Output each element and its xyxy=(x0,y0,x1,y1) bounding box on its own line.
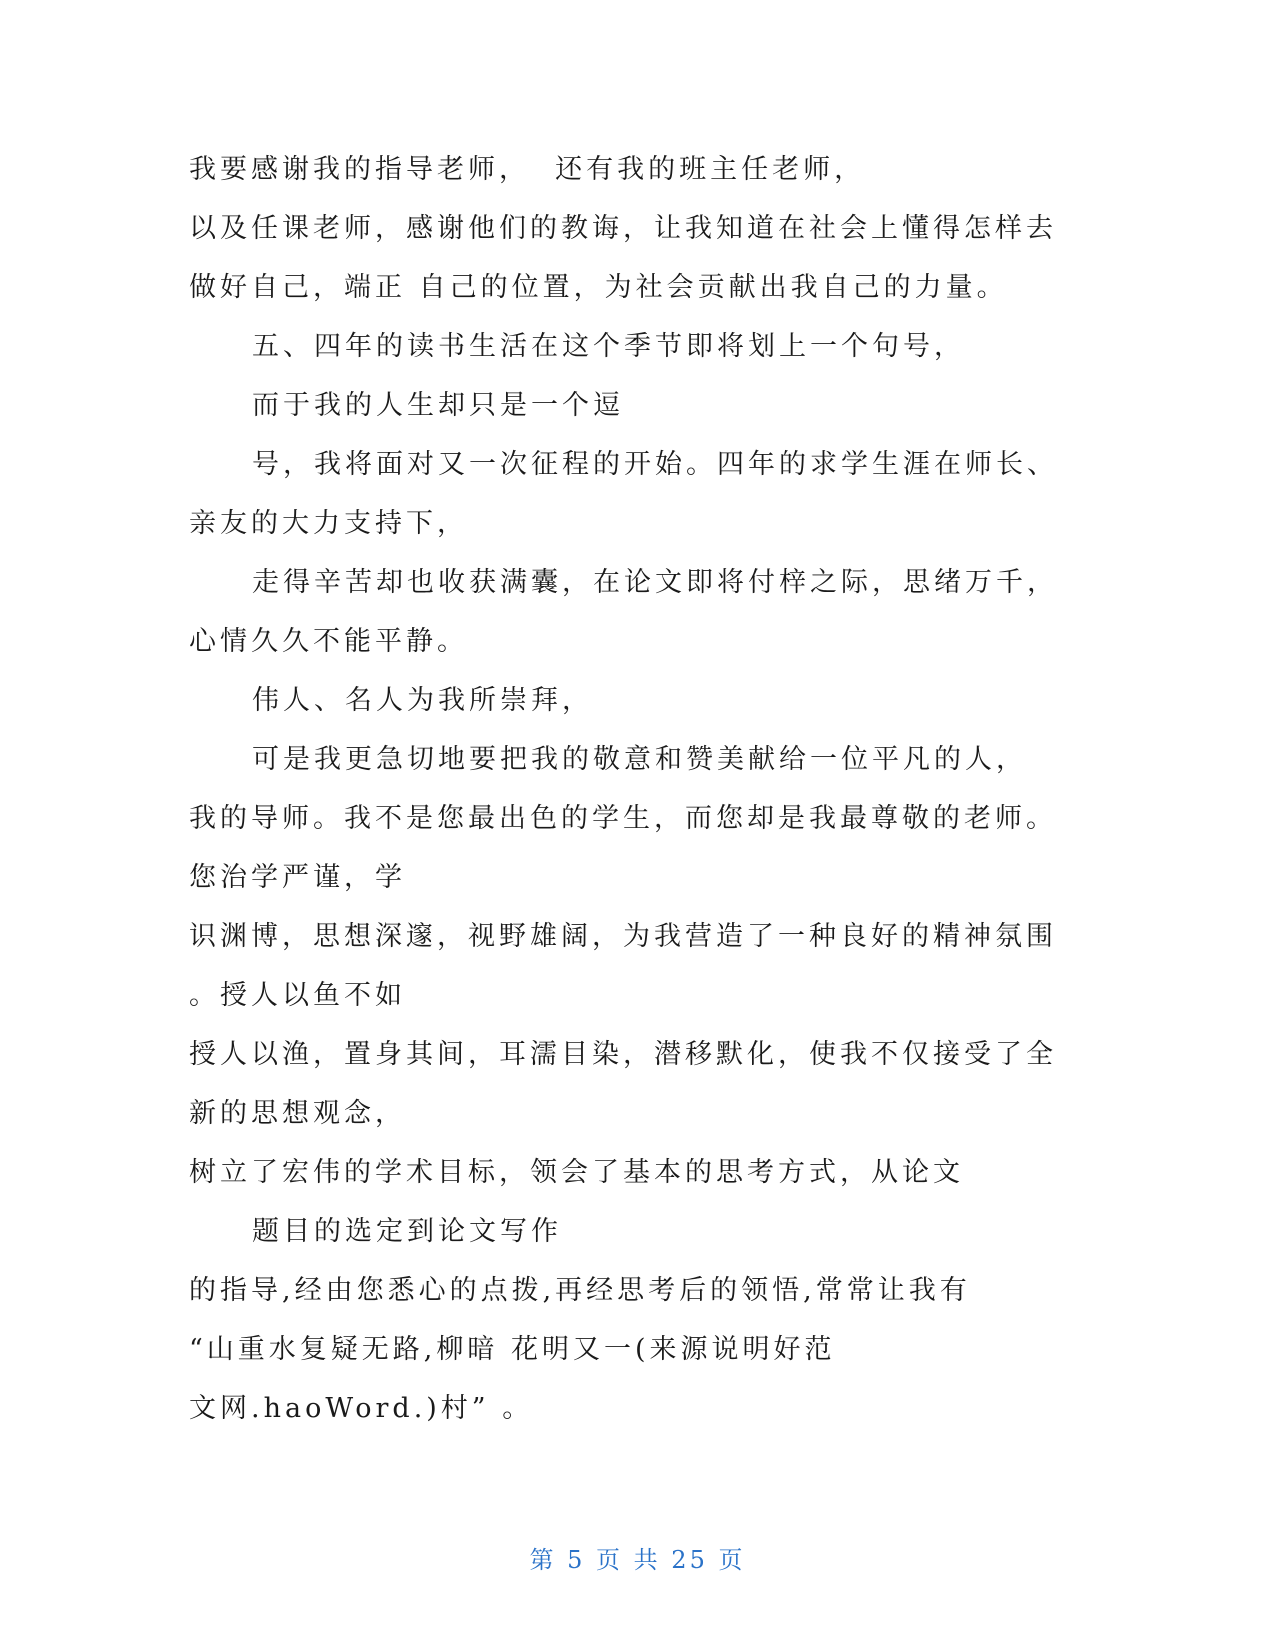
text-line: 题目的选定到论文写作 xyxy=(252,1216,562,1247)
text-line: “山重水复疑无路,柳暗 花明又一(来源说明好范 xyxy=(189,1334,836,1365)
text-line: 我要感谢我的指导老师， 还有我的班主任老师， xyxy=(189,154,866,185)
text-line: 号，我将面对又一次征程的开始。四年的求学生涯在师长、 xyxy=(252,449,1058,480)
text-line: 您治学严谨，学 xyxy=(189,862,406,893)
text-line: 新的思想观念， xyxy=(189,1098,406,1129)
text-line: 的指导,经由您悉心的点拨,再经思考后的领悟,常常让我有 xyxy=(189,1275,971,1306)
text-line: 。授人以鱼不如 xyxy=(189,980,406,1011)
text-line: 亲友的大力支持下， xyxy=(189,508,468,539)
text-line: 识渊博，思想深邃，视野雄阔，为我营造了一种良好的精神氛围 xyxy=(189,921,1057,952)
page-footer xyxy=(0,1540,1275,1575)
text-line: 树立了宏伟的学术目标，领会了基本的思考方式，从论文 xyxy=(189,1157,964,1188)
text-line: 以及任课老师，感谢他们的教诲，让我知道在社会上懂得怎样去 xyxy=(189,213,1057,244)
text-line: 走得辛苦却也收获满囊，在论文即将付梓之际，思绪万千， xyxy=(252,567,1058,598)
text-line: 做好自己，端正 自己的位置，为社会贡献出我自己的力量。 xyxy=(189,272,1008,303)
text-line: 授人以渔，置身其间，耳濡目染，潜移默化，使我不仅接受了全 xyxy=(189,1039,1057,1070)
text-line: 而于我的人生却只是一个逗 xyxy=(252,390,624,421)
text-line: 文网.haoWord.)村” 。 xyxy=(189,1393,534,1424)
text-line: 我的导师。我不是您最出色的学生，而您却是我最尊敬的老师。 xyxy=(189,803,1057,834)
text-line: 五、四年的读书生活在这个季节即将划上一个句号， xyxy=(252,331,965,362)
page-number-label: 第 5 页 共 25 页 xyxy=(529,1546,746,1574)
text-line: 伟人、名人为我所崇拜， xyxy=(252,685,593,716)
text-line: 心情久久不能平静。 xyxy=(189,626,468,657)
text-line: 可是我更急切地要把我的敬意和赞美献给一位平凡的人， xyxy=(252,744,1027,775)
